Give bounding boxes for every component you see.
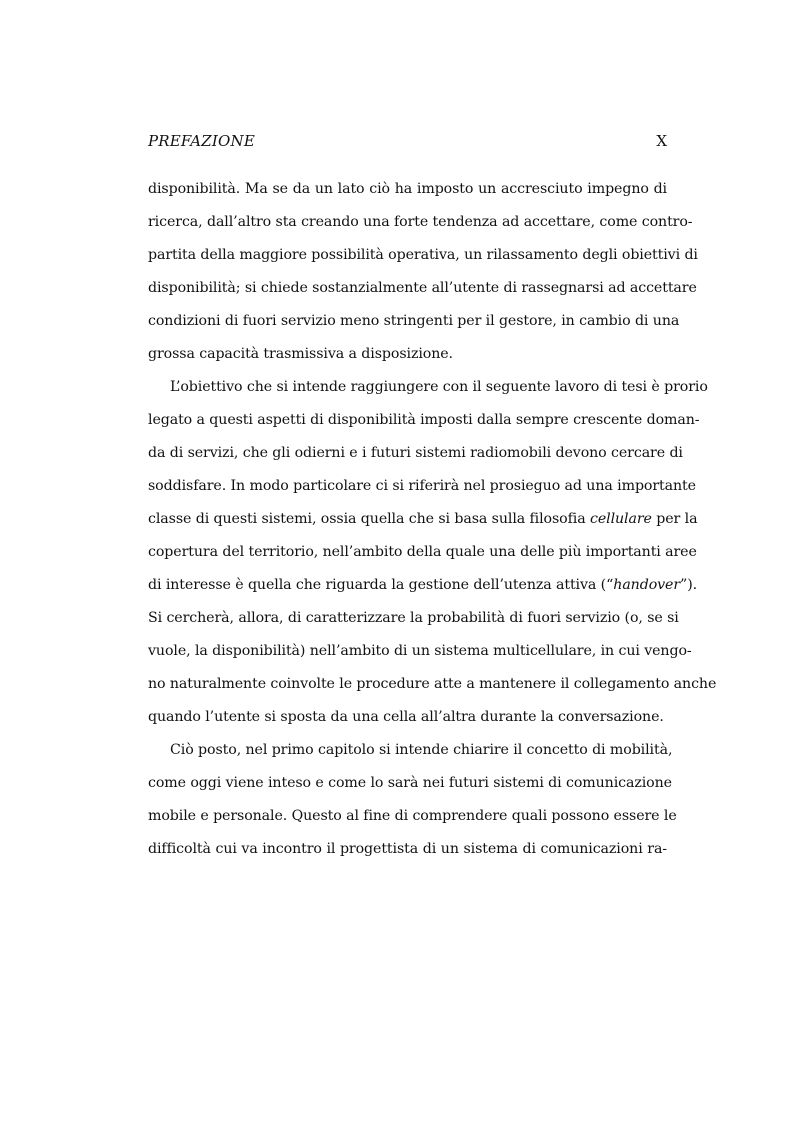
text-segment: per la [656,511,698,527]
text-line: soddisfare. In modo particolare ci si riferirà nel prosieguo ad una importante [148,478,696,494]
text-segment: di interesse è quella che riguarda la gestione dell’utenza attiva (“ [148,577,614,593]
text-line: quando l’utente si sposta da una cella all’altra durante la conversazione. [148,709,664,725]
text-line: Si cercherà, allora, di caratterizzare la probabilità di fuori servizio (o, se si [148,610,679,626]
running-header [148,132,667,156]
text-line: grossa capacità trasmissiva a disposizione. [148,346,453,362]
chapter-title: PREFAZIONE [148,132,255,150]
italic-term: handover [613,577,681,593]
text-line: come oggi viene inteso e come lo sarà nei futuri sistemi di comunicazione [148,775,672,791]
text-line: mobile e personale. Questo al fine di comprendere quali possono essere le [148,808,677,824]
text-line: vuole, la disponibilità) nell’ambito di un sistema multicellulare, in cui vengo- [148,643,692,659]
text-line: condizioni di fuori servizio meno stringenti per il gestore, in cambio di una [148,313,680,329]
text-segment: ”). [680,577,698,593]
text-line: partita della maggiore possibilità operativa, un rilassamento degli obiettivi di [148,247,698,263]
text-line: da di servizi, che gli odierni e i futuri sistemi radiomobili devono cercare di [148,445,683,461]
text-line: copertura del territorio, nell’ambito della quale una delle più importanti aree [148,544,697,560]
paragraph-1 [148,178,698,376]
paragraph-3 [148,739,677,871]
text-line: difficoltà cui va incontro il progettista di un sistema di comunicazioni ra- [148,841,667,857]
text-line: Ciò posto, nel primo capitolo si intende chiarire il concetto di mobilità, [170,742,673,758]
body-text [148,178,717,871]
text-line-with-italic [148,574,698,607]
page-number: X [656,132,667,150]
paragraph-2 [148,376,717,739]
text-line: ricerca, dall’altro sta creando una forte tendenza ad accettare, come contro- [148,214,693,230]
text-line: disponibilità; si chiede sostanzialmente all’utente di rassegnarsi ad accettare [148,280,697,296]
text-line: legato a questi aspetti di disponibilità imposti dalla sempre crescente doman- [148,412,700,428]
text-line-with-italic [148,508,698,541]
text-line: disponibilità. Ma se da un lato ciò ha imposto un accresciuto impegno di [148,181,667,197]
text-line: L’obiettivo che si intende raggiungere con il seguente lavoro di tesi è prorio [170,379,708,395]
text-line: no naturalmente coinvolte le procedure atte a mantenere il collegamento anche [148,676,717,692]
italic-term: cellulare [590,511,652,527]
text-segment: classe di questi sistemi, ossia quella che si basa sulla filosofia [148,511,586,527]
